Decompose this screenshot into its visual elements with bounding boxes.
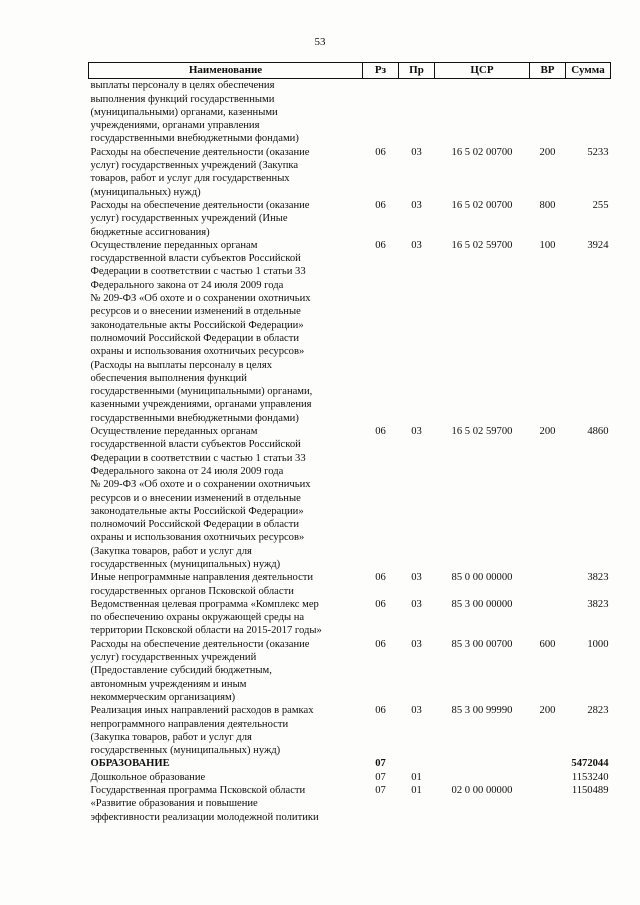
row-name-line: услуг) государственных учреждений [90, 652, 257, 664]
row-sum [566, 79, 611, 146]
row-csr: 85 3 00 99990 [451, 705, 513, 717]
row-name-line: Государственная программа Псковской области [90, 785, 306, 797]
row-sum: 1150489 [571, 785, 609, 797]
row-rz: 07 [375, 785, 386, 797]
row-name-line: (муниципальных) нужд) [90, 186, 201, 198]
table-row [89, 638, 611, 704]
row-vr [530, 784, 566, 824]
row-vr: 100 [539, 239, 556, 251]
row-csr: 85 3 00 00700 [451, 638, 513, 650]
row-sum: 4860 [587, 426, 609, 438]
row-rz: 06 [375, 199, 386, 211]
row-rz: 06 [375, 426, 386, 438]
row-csr: 16 5 02 00700 [451, 199, 513, 211]
row-name-line: Федерации в соответствии с частью 1 статьи 33 [90, 266, 306, 278]
row-name-line: (Расходы на выплаты персоналу в целях [90, 359, 272, 371]
row-name-line: учреждениями, органами управления [90, 120, 260, 132]
row-rz: 06 [375, 146, 386, 158]
row-vr: 200 [539, 705, 556, 717]
row-vr [530, 771, 566, 784]
row-csr: 02 0 00 00000 [451, 785, 513, 797]
row-name-line: государственных (муниципальных) нужд) [90, 558, 281, 570]
row-name-line: законодательные акты Российской Федерации» [90, 505, 304, 517]
row-sum: 3823 [587, 598, 609, 610]
row-csr: 16 5 02 59700 [451, 426, 513, 438]
table-row [89, 704, 611, 757]
row-name-line: по обеспечению охраны окружающей среды на [90, 612, 305, 624]
row-name-line: полномочий Российской Федерации в области [90, 519, 300, 531]
row-name [89, 199, 363, 239]
row-sum: 1153240 [571, 771, 609, 783]
row-pr [399, 79, 435, 146]
row-name-line: государственными внебюджетными фондами) [90, 412, 299, 424]
row-sum: 255 [592, 199, 609, 211]
row-pr: 03 [411, 705, 422, 717]
row-name-line: ресурсов и о внесении изменений в отдельные [90, 492, 301, 504]
row-name-line: Федерального закона от 24 июля 2009 года [90, 465, 284, 477]
row-rz: 06 [375, 638, 386, 650]
row-name-line: государственными внебюджетными фондами) [90, 133, 299, 145]
table-row [89, 784, 611, 824]
row-name-line: эффективности реализации молодежной политики [90, 811, 319, 823]
row-name [89, 757, 363, 770]
row-name [89, 704, 363, 757]
row-name-line: непрограммного направления деятельности [90, 718, 289, 730]
row-name-line: (Закупка товаров, работ и услуг для [90, 731, 252, 743]
row-name-line: товаров, работ и услуг для государственных [90, 173, 290, 185]
row-name-line: услуг) государственных учреждений (Закупка [90, 160, 299, 172]
row-name-line: бюджетные ассигнования) [90, 226, 210, 238]
row-sum: 3924 [587, 239, 609, 251]
row-name-line: государственной власти субъектов Российской [90, 253, 301, 265]
row-name-line: ОБРАЗОВАНИЕ [90, 758, 170, 770]
row-pr: 03 [411, 638, 422, 650]
table-header-row [89, 63, 611, 79]
row-name-line: Федерального закона от 24 июля 2009 года [90, 279, 284, 291]
table-row [89, 571, 611, 598]
row-name-line: полномочий Российской Федерации в области [90, 332, 300, 344]
row-rz: 06 [375, 239, 386, 251]
row-csr: 85 3 00 00000 [451, 598, 513, 610]
row-csr: 85 0 00 00000 [451, 572, 513, 584]
row-pr [399, 757, 435, 770]
row-csr [435, 79, 530, 146]
table-row [89, 239, 611, 425]
row-pr: 03 [411, 199, 422, 211]
row-name-line: государственной власти субъектов Российской [90, 439, 301, 451]
row-sum: 2823 [587, 705, 609, 717]
row-csr: 16 5 02 00700 [451, 146, 513, 158]
table-row [89, 79, 611, 146]
row-vr: 200 [539, 146, 556, 158]
row-name-line: «Развитие образования и повышение [90, 798, 258, 810]
row-name [89, 146, 363, 199]
table-row [89, 598, 611, 638]
row-vr [530, 79, 566, 146]
row-name [89, 638, 363, 704]
row-pr: 03 [411, 239, 422, 251]
row-csr: 16 5 02 59700 [451, 239, 513, 251]
table-row [89, 146, 611, 199]
row-rz: 06 [375, 705, 386, 717]
row-name-line: государственных (муниципальных) нужд) [90, 745, 281, 757]
row-name-line: услуг) государственных учреждений (Иные [90, 213, 288, 225]
row-pr: 03 [411, 572, 422, 584]
row-name-line: ресурсов и о внесении изменений в отдельные [90, 306, 301, 318]
row-name [89, 425, 363, 571]
row-name [89, 79, 363, 146]
row-name-line: обеспечения выполнения функций [90, 372, 247, 384]
row-name [89, 784, 363, 824]
row-sum: 1000 [587, 638, 609, 650]
row-name-line: Ведомственная целевая программа «Комплекс мер [90, 598, 319, 610]
column-header-pr: Пр [399, 63, 435, 79]
row-name-line: Расходы на обеспечение деятельности (оказание [90, 146, 310, 158]
column-header-name: Наименование [89, 63, 363, 79]
row-name [89, 239, 363, 425]
row-vr: 800 [539, 199, 556, 211]
row-name-line: охраны и использования охотничьих ресурсов» [90, 532, 305, 544]
row-name-line: выплаты персоналу в целях обеспечения [90, 80, 275, 92]
row-name [89, 571, 363, 598]
row-name-line: Реализация иных направлений расходов в рамках [90, 705, 314, 717]
table-row [89, 425, 611, 571]
row-name-line: государственными (муниципальными) органами, [90, 386, 313, 398]
row-name-line: некоммерческим организациям) [90, 691, 236, 703]
row-vr [530, 571, 566, 598]
row-vr: 200 [539, 426, 556, 438]
table-row [89, 771, 611, 784]
budget-table [88, 62, 611, 824]
row-name-line: № 209-ФЗ «Об охоте и о сохранении охотничьих [90, 293, 311, 305]
row-name-line: № 209-ФЗ «Об охоте и о сохранении охотничьих [90, 479, 311, 491]
column-header-sum: Сумма [566, 63, 611, 79]
table-row [89, 757, 611, 770]
row-rz: 06 [375, 572, 386, 584]
row-name-line: казенными учреждениями, органами управления [90, 399, 312, 411]
row-sum: 3823 [587, 572, 609, 584]
row-pr: 03 [411, 426, 422, 438]
row-rz: 06 [375, 598, 386, 610]
row-name-line: Осуществление переданных органам [90, 239, 258, 251]
row-name-line: выполнения функций государственными [90, 93, 275, 105]
row-name-line: (Закупка товаров, работ и услуг для [90, 545, 252, 557]
table-row [89, 199, 611, 239]
row-vr: 600 [539, 638, 556, 650]
row-pr: 03 [411, 598, 422, 610]
row-csr [435, 757, 530, 770]
row-name-line: Федерации в соответствии с частью 1 статьи 33 [90, 452, 306, 464]
row-name-line: Расходы на обеспечение деятельности (оказание [90, 199, 310, 211]
row-sum: 5233 [587, 146, 609, 158]
row-pr: 03 [411, 146, 422, 158]
row-name-line: законодательные акты Российской Федерации» [90, 319, 304, 331]
row-name [89, 771, 363, 784]
row-name-line: Расходы на обеспечение деятельности (оказание [90, 638, 310, 650]
row-rz: 07 [375, 771, 386, 783]
row-name-line: автономным учреждениям и иным [90, 678, 247, 690]
row-pr: 01 [411, 785, 422, 797]
row-name-line: государственных органов Псковской области [90, 585, 294, 597]
row-rz [363, 79, 399, 146]
row-name-line: (муниципальными) органами, казенными [90, 106, 278, 118]
row-name-line: Иные непрограммные направления деятельности [90, 572, 314, 584]
row-vr [530, 598, 566, 638]
row-csr [435, 771, 530, 784]
row-name-line: Дошкольное образование [90, 771, 206, 783]
row-pr: 01 [411, 771, 422, 783]
row-name-line: охраны и использования охотничьих ресурсов» [90, 346, 305, 358]
row-name-line: (Предоставление субсидий бюджетным, [90, 665, 272, 677]
row-rz: 07 [375, 758, 386, 770]
page-number: 53 [314, 36, 326, 48]
table-body [89, 79, 611, 824]
row-vr [530, 757, 566, 770]
column-header-csr: ЦСР [435, 63, 530, 79]
column-header-rz: Рз [363, 63, 399, 79]
row-name-line: территории Псковской области на 2015-2017 годы» [90, 625, 322, 637]
row-sum: 5472044 [571, 758, 609, 770]
row-name [89, 598, 363, 638]
row-name-line: Осуществление переданных органам [90, 426, 258, 438]
column-header-vr: ВР [530, 63, 566, 79]
